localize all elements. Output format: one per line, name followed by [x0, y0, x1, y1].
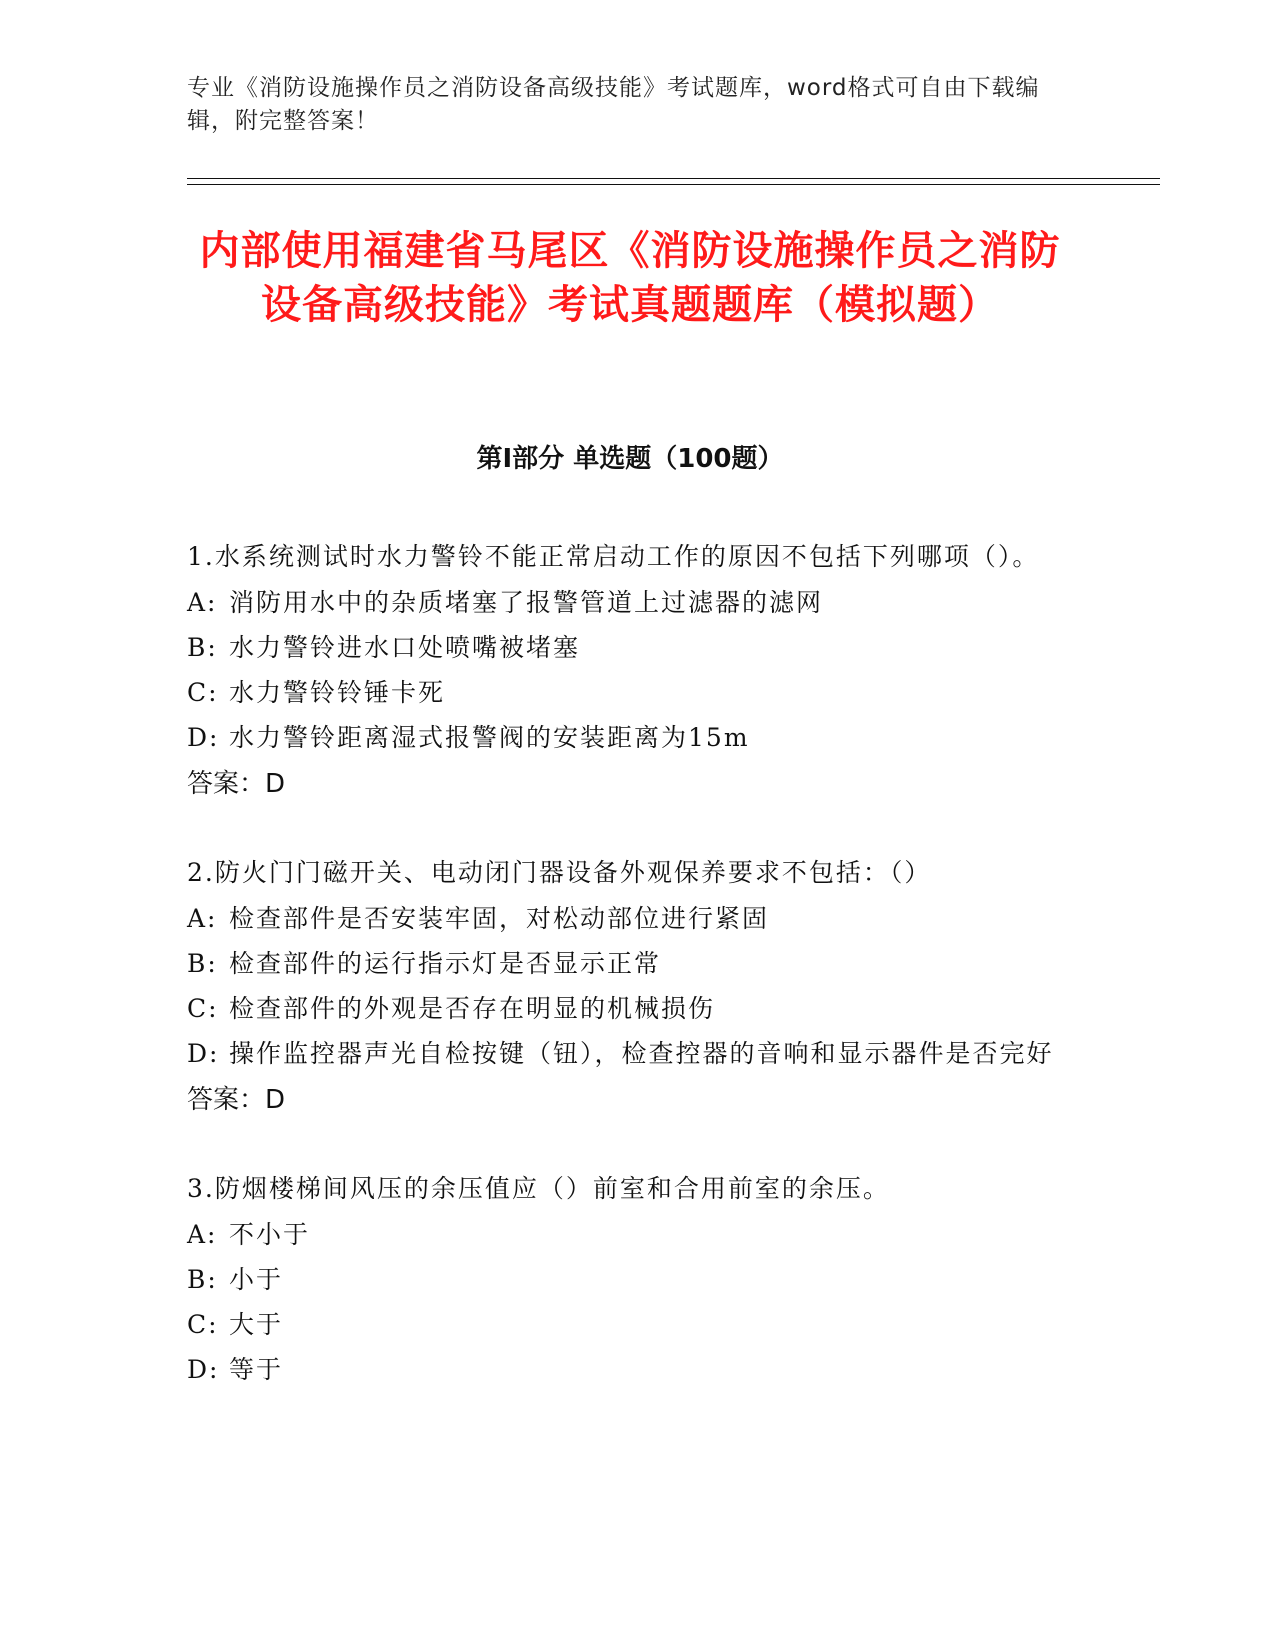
option-line	[187, 1257, 1087, 1302]
option-key: C:	[187, 1310, 219, 1339]
header-divider-bottom	[187, 184, 1160, 185]
option-text: 检查部件是否安装牢固，对松动部位进行紧固	[229, 904, 770, 933]
option-line	[187, 715, 1087, 760]
question-item	[187, 850, 1087, 1124]
option-key: B:	[187, 949, 218, 978]
option-key: A:	[187, 904, 218, 933]
option-key: D:	[187, 1039, 220, 1068]
option-line	[187, 1347, 1087, 1392]
option-line	[187, 941, 1087, 986]
option-key: C:	[187, 994, 219, 1023]
option-line	[187, 1031, 1087, 1076]
option-line	[187, 670, 1087, 715]
option-text: 小于	[229, 1265, 284, 1294]
option-text: 水力警铃距离湿式报警阀的安装距离为15m	[229, 723, 750, 752]
option-text: 大于	[229, 1310, 284, 1339]
option-line	[187, 1212, 1087, 1257]
option-text: 水力警铃进水口处喷嘴被堵塞	[229, 633, 581, 662]
option-text: 消防用水中的杂质堵塞了报警管道上过滤器的滤网	[229, 588, 824, 617]
section-heading: 第Ⅰ部分 单选题（100题）	[476, 444, 784, 474]
option-line	[187, 896, 1087, 941]
question-stem: 1.水系统测试时水力警铃不能正常启动工作的原因不包括下列哪项（）。	[187, 542, 1040, 571]
option-key: C:	[187, 678, 219, 707]
header-note: 专业《消防设施操作员之消防设备高级技能》考试题库，word格式可自由下载编辑，附完整答案！	[187, 75, 1040, 134]
option-line	[187, 625, 1087, 670]
answer-line: 答案：D	[187, 1085, 286, 1115]
answer-line: 答案：D	[187, 769, 286, 799]
option-text: 检查部件的运行指示灯是否显示正常	[229, 949, 662, 978]
option-key: B:	[187, 633, 218, 662]
option-key: D:	[187, 1355, 220, 1384]
option-key: A:	[187, 588, 218, 617]
option-key: A:	[187, 1220, 218, 1249]
option-text: 检查部件的外观是否存在明显的机械损伤	[229, 994, 716, 1023]
question-item	[187, 534, 1087, 808]
option-text: 等于	[229, 1355, 284, 1384]
header-divider-top	[187, 178, 1160, 179]
question-stem: 2.防火门门磁开关、电动闭门器设备外观保养要求不包括：（）	[187, 858, 932, 887]
option-line	[187, 580, 1087, 625]
option-text: 操作监控器声光自检按键（钮），检查控器的音响和显示器件是否完好	[229, 1039, 1054, 1068]
option-text: 水力警铃铃锤卡死	[229, 678, 446, 707]
option-key: B:	[187, 1265, 218, 1294]
question-list	[187, 534, 1087, 1434]
question-stem: 3.防烟楼梯间风压的余压值应（）前室和合用前室的余压。	[187, 1174, 890, 1203]
option-line	[187, 1302, 1087, 1347]
question-item	[187, 1166, 1087, 1392]
option-text: 不小于	[229, 1220, 311, 1249]
option-key: D:	[187, 723, 220, 752]
document-title: 内部使用福建省马尾区《消防设施操作员之消防设备高级技能》考试真题题库（模拟题）	[199, 228, 1061, 328]
option-line	[187, 986, 1087, 1031]
